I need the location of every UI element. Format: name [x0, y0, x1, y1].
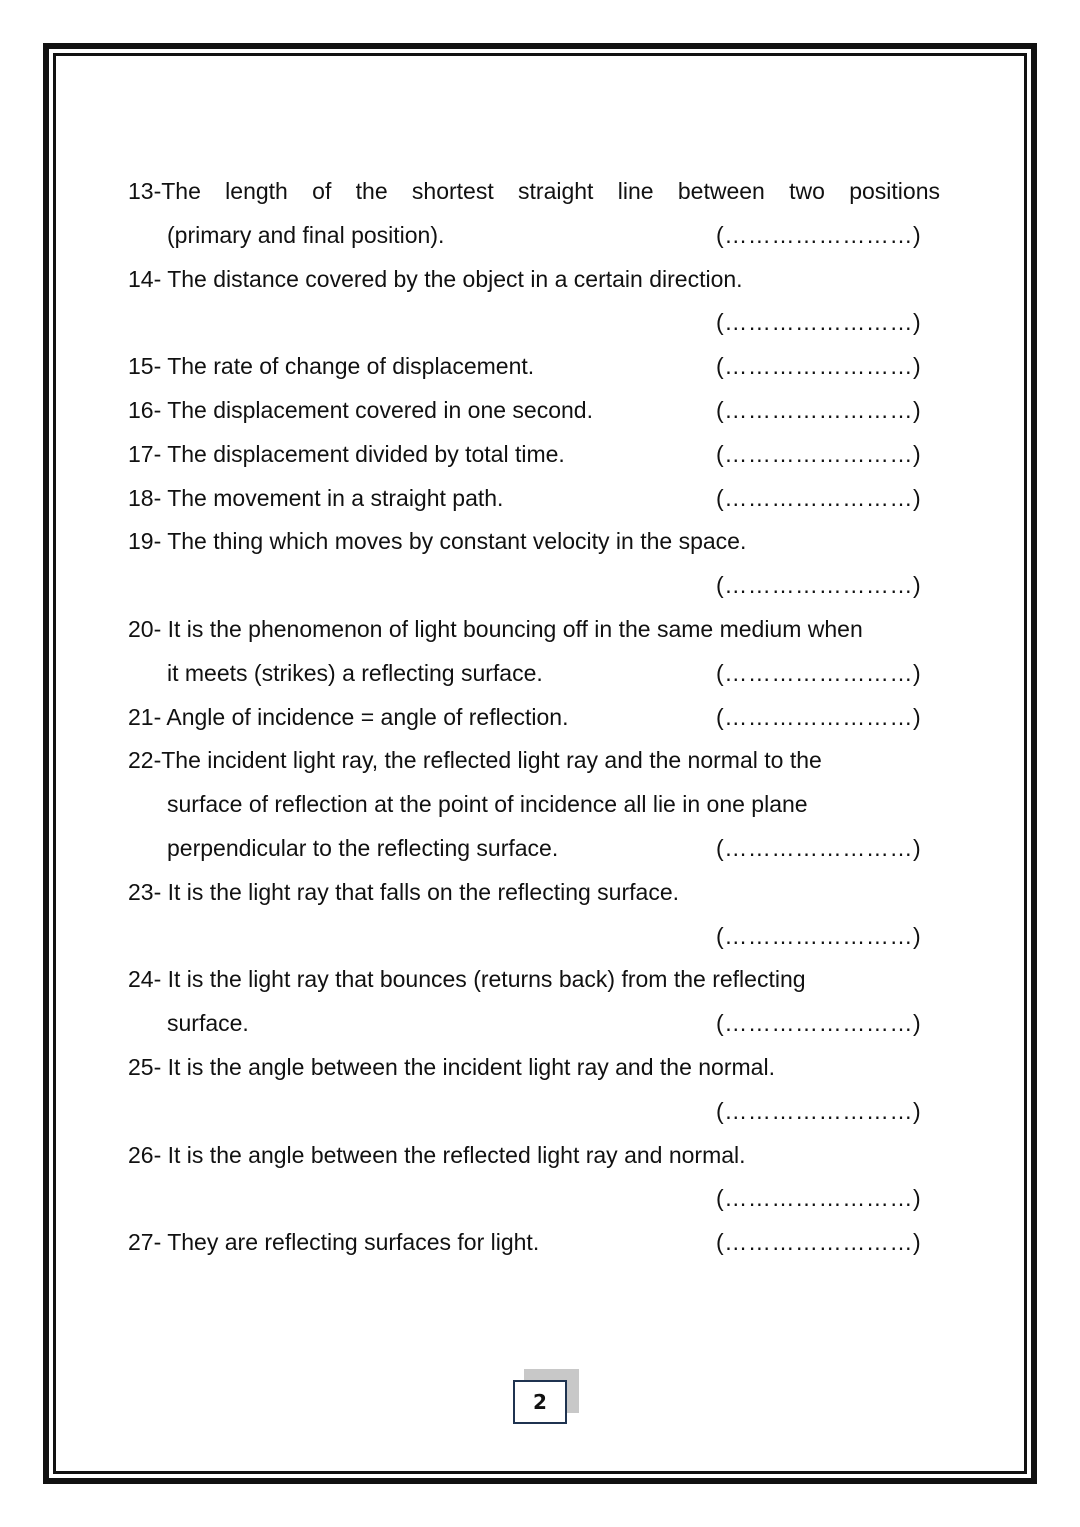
question-text: 14- The distance covered by the object in a certain direction. — [128, 265, 743, 292]
question-line — [128, 608, 940, 652]
answer-blank[interactable]: (……………………) — [716, 572, 922, 599]
question-text: (primary and final position). — [167, 221, 445, 248]
question-line — [128, 520, 940, 564]
answer-blank[interactable]: (……………………) — [716, 834, 922, 861]
question-text: 25- It is the angle between the incident light ray and the normal. — [128, 1053, 775, 1080]
question-text: 24- It is the light ray that bounces (returns back) from the reflecting — [128, 966, 806, 993]
question-line — [128, 389, 940, 433]
question-line — [128, 258, 940, 302]
answer-blank[interactable]: (……………………) — [716, 396, 922, 423]
question-line — [128, 696, 940, 740]
answer-blank[interactable]: (……………………) — [716, 353, 922, 380]
question-text: 23- It is the light ray that falls on the reflecting surface. — [128, 878, 680, 905]
question-line — [128, 170, 940, 214]
question-line — [128, 1177, 940, 1221]
question-text: 15- The rate of change of displacement. — [128, 353, 535, 380]
question-line — [128, 214, 940, 258]
answer-blank[interactable]: (……………………) — [716, 1185, 922, 1212]
question-line — [128, 871, 940, 915]
question-list — [128, 170, 940, 1265]
question-text: 17- The displacement divided by total time. — [128, 440, 565, 467]
question-line — [128, 1221, 940, 1265]
question-line — [128, 433, 940, 477]
question-text: 21- Angle of incidence = angle of reflection. — [128, 703, 569, 730]
page-number: 2 — [513, 1380, 567, 1424]
question-line — [128, 1134, 940, 1178]
question-line — [128, 827, 940, 871]
question-text: perpendicular to the reflecting surface. — [167, 834, 559, 861]
question-line — [128, 739, 940, 783]
answer-blank[interactable]: (……………………) — [716, 1229, 922, 1256]
question-text: surface of reflection at the point of incidence all lie in one plane — [167, 791, 808, 818]
question-line — [128, 915, 940, 959]
question-line — [128, 345, 940, 389]
question-line — [128, 1002, 940, 1046]
question-line — [128, 301, 940, 345]
answer-blank[interactable]: (……………………) — [716, 1010, 922, 1037]
answer-blank[interactable]: (……………………) — [716, 703, 922, 730]
answer-blank[interactable]: (……………………) — [716, 440, 922, 467]
question-text: 22-The incident light ray, the reflected light ray and the normal to the — [128, 747, 822, 774]
answer-blank[interactable]: (……………………) — [716, 484, 922, 511]
question-line — [128, 564, 940, 608]
answer-blank[interactable]: (……………………) — [716, 659, 922, 686]
answer-blank[interactable]: (……………………) — [716, 221, 922, 248]
answer-blank[interactable]: (……………………) — [716, 1097, 922, 1124]
question-text: 19- The thing which moves by constant velocity in the space. — [128, 528, 747, 555]
question-text: 26- It is the angle between the reflected light ray and normal. — [128, 1141, 746, 1168]
question-text: 13-The length of the shortest straight line between two positions — [128, 178, 940, 204]
question-line — [128, 783, 940, 827]
question-line — [128, 1090, 940, 1134]
answer-blank[interactable]: (……………………) — [716, 309, 922, 336]
question-text: 27- They are reflecting surfaces for light. — [128, 1229, 540, 1256]
question-text: 18- The movement in a straight path. — [128, 484, 504, 511]
question-line — [128, 1046, 940, 1090]
question-text: it meets (strikes) a reflecting surface. — [167, 659, 543, 686]
question-line — [128, 958, 940, 1002]
question-line — [128, 477, 940, 521]
question-text: surface. — [167, 1010, 249, 1037]
question-text: 20- It is the phenomenon of light bouncing off in the same medium when — [128, 615, 863, 642]
question-text: 16- The displacement covered in one second. — [128, 396, 593, 423]
question-line — [128, 652, 940, 696]
answer-blank[interactable]: (……………………) — [716, 922, 922, 949]
